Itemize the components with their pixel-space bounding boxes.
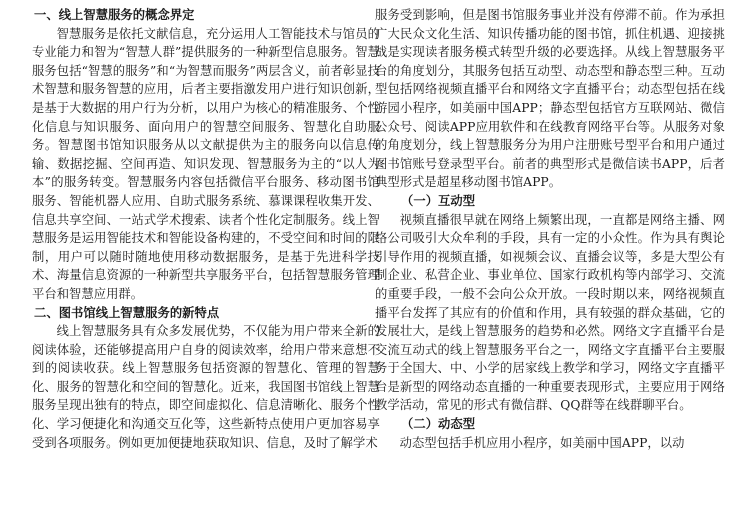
continuation-paragraph: 服务受到影响，但是图书馆服务事业并没有停滞不前。作为承担广大民众文化生活、知识传播功能的图书馆，抓住机遇、迎接挑战是实现读者服务模式转型升级的必要选择。从线上智慧服务平台的角度划分，其服务包括互动型、动态型和静态型三种。互动型包括网络视频直播平台和网络文字直播平台；动态型包括在线游园小程序，如美丽中国APP；静态型包括官方互联网站、微信公众号、阅读APP应用软件和在线教育网络平台等。从服务对象的角度划分，线上智慧服务分为用户注册账号型平台和用户通过图书馆账号登录型平台。前者的典型形式是微信读书APP，后者典型形式是超星移动图书馆APP。 — [375, 8, 725, 190]
subsection2-title: （二）动态型 — [401, 417, 476, 432]
section1-paragraph: 智慧服务是依托文献信息，充分运用人工智能技术与馆员的专业能力和智为“智慧人群”提供服务的一种新型信息服务。智慧服务包括“智慧的服务”和“为智慧而服务”两层含义，前者彰显技术智慧和服务智慧的应用，后者主要指激发用户进行知识创新，是基于大数据的用户行为分析，以用户为核心的精准服务、个性化信息与知识服务、面向用户的智慧空间服务、智慧化自助服务。智慧图书馆知识服务从以文献提供为主的服务向以信息传输、数据挖掘、空间再造、知识发现、智慧服务为主的“以人为本”的服务转变。智慧服务内容包括微信平台服务、移动图书馆服务、智能机器人应用、自助式服务系统、慕课课程收集开发、信息共享空间、一站式学术搜索、读者个性化定制服务。线上智慧服务是运用智能技术和智能设备构建的，不受空间和时间的限制，用户可以随时随地使用移动数据服务，是基于先进科学技术、海量信息资源的一种新型共享服务平台，包括智慧服务管理平台和智慧应用群。 — [32, 26, 380, 301]
section2-paragraph: 线上智慧服务具有众多发展优势，不仅能为用户带来全新的阅读体验，还能够提高用户自身的阅读效率，给用户带来意想不到的阅读收获。线上智慧服务包括资源的智慧化、管理的智慧化、服务的智慧化和空间的智慧化。近来，我国图书馆线上智慧服务呈现出独有的特点，即空间虚拟化、信息清晰化、服务个性化、学习便捷化和沟通交互化等，这些新特点使用户更加容易享受到各项服务。例如更加便捷地获取知识、信息，及时了解学术 — [32, 324, 380, 450]
subsection1-heading — [375, 192, 725, 211]
subsection2-paragraph: 动态型包括手机应用小程序，如美丽中国APP，以动 — [399, 435, 685, 450]
left-column — [32, 6, 380, 452]
subsection1-title: （一）互动型 — [401, 193, 476, 208]
subsection2-heading — [375, 415, 725, 434]
section2-heading: 二、图书馆线上智慧服务的新特点 — [34, 305, 220, 320]
section1-heading: 一、线上智慧服务的概念界定 — [34, 8, 195, 22]
subsection1-paragraph: 视频直播很早就在网络上频繁出现，一直都是网络主播、网络公司吸引大众牟利的手段，具有一定的小众性。作为具有舆论引导作用的视频直播，如视频会议、直播会议等，多是大型公有制企业、私营企业、事业单位、国家行政机构等内部学习、交流的重要手段，一般不会向公众开放。一段时期以来，网络视频直播平台发挥了其应有的价值和作用，具有较强的群众基础，它的发展壮大，是线上智慧服务的趋势和必然。网络文字直播平台是交流互动式的线上智慧服务平台之一，网络文字直播平台主要服务于全国大、中、小学的居家线上教学和学习，网络文字直播平台是新型的网络动态直播的一种重要表现形式，主要应用于网络教学活动，常见的形式有微信群、QQ群等在线群聊平台。 — [375, 212, 725, 413]
right-column — [375, 6, 725, 452]
